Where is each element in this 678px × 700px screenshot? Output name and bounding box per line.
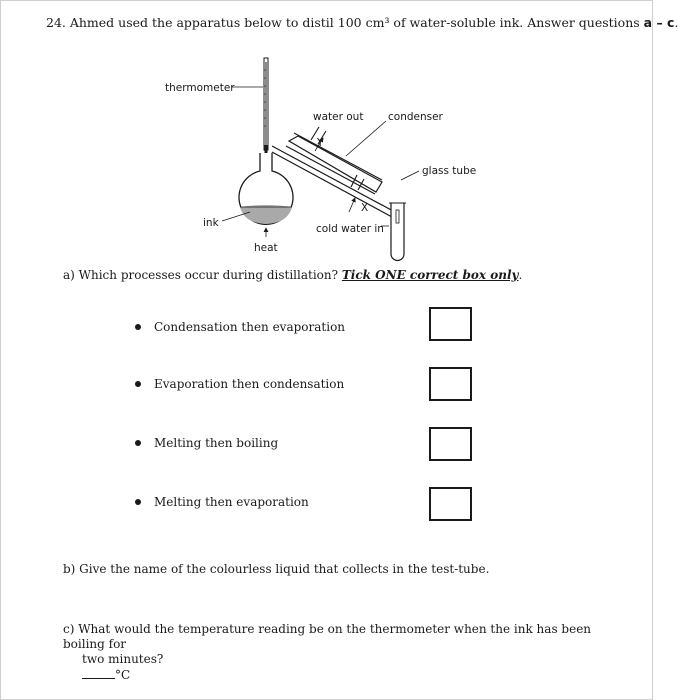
tick-box-option-2[interactable] bbox=[429, 367, 472, 401]
option-item bbox=[135, 377, 344, 391]
question-end bbox=[674, 15, 678, 30]
thermometer bbox=[264, 58, 268, 153]
bullet-icon bbox=[135, 324, 141, 330]
bullet-icon bbox=[135, 499, 141, 505]
part-c-line-1: c) What would the temperature reading be on the thermometer when the ink has been boiling for bbox=[63, 622, 592, 651]
option-item bbox=[135, 495, 309, 509]
label-water-out: water out bbox=[313, 111, 364, 123]
part-b-question: b) Give the name of the colourless liquid that collects in the test-tube. bbox=[63, 562, 490, 576]
tick-box-option-3[interactable] bbox=[429, 427, 472, 461]
tick-box-option-4[interactable] bbox=[429, 487, 472, 521]
bullet-icon bbox=[135, 440, 141, 446]
temperature-answer bbox=[82, 668, 130, 682]
distillation-apparatus-diagram bbox=[0, 0, 653, 270]
option-label: Melting then boiling bbox=[154, 436, 279, 450]
option-label: Melting then evaporation bbox=[154, 495, 309, 509]
label-glass-tube: glass tube bbox=[422, 165, 477, 177]
answer-blank[interactable] bbox=[82, 668, 115, 679]
question-text: 24. Ahmed used the apparatus below to distil 100 cm³ of water-soluble ink. Answer questions bbox=[46, 15, 644, 30]
label-cold-water-in: cold water in bbox=[316, 223, 384, 235]
question-range: a – c bbox=[643, 15, 675, 30]
part-a-instruction: Tick ONE correct box only bbox=[341, 268, 519, 282]
part-a-end: . bbox=[518, 268, 523, 282]
option-label: Condensation then evaporation bbox=[154, 320, 346, 334]
part-a-question bbox=[63, 268, 522, 282]
option-item bbox=[135, 320, 345, 334]
label-thermometer: thermometer bbox=[165, 82, 235, 94]
part-c-line-2: two minutes? bbox=[82, 652, 164, 666]
label-condenser: condenser bbox=[388, 111, 443, 123]
option-item bbox=[135, 436, 278, 450]
round-bottom-flask bbox=[239, 153, 293, 224]
tick-box-option-1[interactable] bbox=[429, 307, 472, 341]
label-x: X bbox=[361, 202, 369, 214]
option-label: Evaporation then condensation bbox=[154, 377, 345, 391]
label-ink: ink bbox=[203, 217, 219, 229]
test-tube bbox=[389, 203, 406, 261]
part-a-prompt: a) Which processes occur during distillation? bbox=[63, 268, 342, 282]
part-c-question bbox=[63, 622, 608, 667]
unit-celsius: °C bbox=[115, 668, 131, 682]
label-y: Y bbox=[317, 137, 324, 149]
bullet-icon bbox=[135, 381, 141, 387]
label-heat: heat bbox=[254, 242, 278, 254]
